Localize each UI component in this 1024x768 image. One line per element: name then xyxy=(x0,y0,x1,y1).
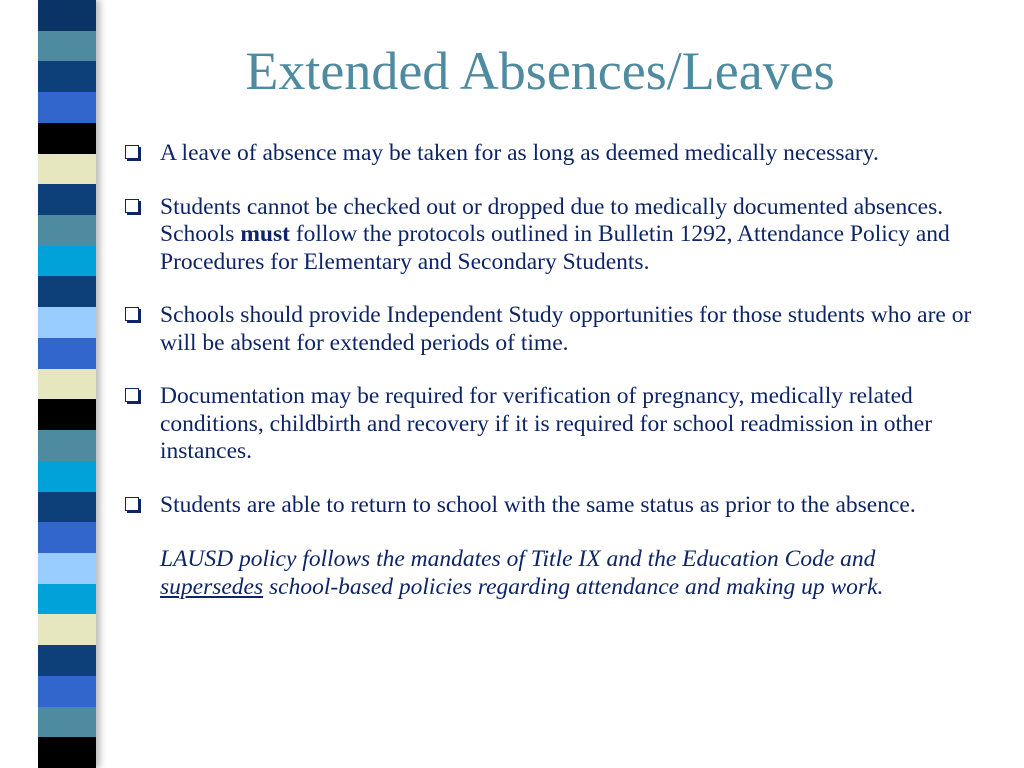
checkbox-bullet-icon xyxy=(125,145,139,159)
stripe-segment xyxy=(38,92,96,123)
stripe-segment xyxy=(38,123,96,154)
stripe-segment xyxy=(38,522,96,553)
stripe-segment xyxy=(38,707,96,738)
stripe-segment xyxy=(38,461,96,492)
bullet-text: Schools should provide Independent Study opportunities for those students who are or will be absent for extended periods of time. xyxy=(160,302,972,356)
bullet-emphasis: must xyxy=(240,221,290,247)
stripe-segment xyxy=(38,430,96,461)
stripe-segment xyxy=(38,676,96,707)
stripe-segment xyxy=(38,614,96,645)
stripe-segment xyxy=(38,276,96,307)
stripe-segment xyxy=(38,31,96,62)
bullet-text: Students are able to return to school with the same status as prior to the absence. xyxy=(160,491,916,518)
note-text-part: school-based policies regarding attendance and making up work. xyxy=(263,573,884,600)
decorative-stripe-bar xyxy=(38,0,96,768)
stripe-segment xyxy=(38,61,96,92)
stripe-segment xyxy=(38,0,96,31)
stripe-segment xyxy=(38,553,96,584)
bullet-item xyxy=(122,140,982,168)
checkbox-bullet-icon xyxy=(125,307,139,321)
bullet-text xyxy=(160,194,982,277)
stripe-segment xyxy=(38,246,96,277)
stripe-segment xyxy=(38,154,96,185)
stripe-segment xyxy=(38,492,96,523)
bullet-item xyxy=(122,302,982,357)
bullet-text: Documentation may be required for verification of pregnancy, medically related conditions, childbirth and recovery if it is required for school readmission in other instances. xyxy=(160,383,933,464)
bullet-item xyxy=(122,383,982,466)
slide-content xyxy=(122,140,982,601)
stripe-segment xyxy=(38,737,96,768)
stripe-segment xyxy=(38,584,96,615)
stripe-segment xyxy=(38,645,96,676)
policy-note xyxy=(160,546,982,601)
checkbox-bullet-icon xyxy=(125,199,139,213)
checkbox-bullet-icon xyxy=(125,388,139,402)
bullet-text: A leave of absence may be taken for as long as deemed medically necessary. xyxy=(160,140,879,166)
bullet-item xyxy=(122,492,982,520)
bullet-item xyxy=(122,194,982,277)
note-text-part: LAUSD policy follows the mandates of Title IX and the Education Code and xyxy=(160,546,876,572)
stripe-segment xyxy=(38,399,96,430)
checkbox-bullet-icon xyxy=(125,497,139,511)
stripe-segment xyxy=(38,338,96,369)
stripe-segment xyxy=(38,369,96,400)
bullet-text-part: Students cannot be checked out or dropped due to medically documented absences. Schools xyxy=(160,193,944,247)
bullet-text-part: follow the protocols outlined in Bulletin 1292, Attendance Policy and Procedures for Elementary and Secondary Students. xyxy=(160,221,950,275)
slide-title: Extended Absences/Leaves xyxy=(245,41,835,101)
note-underlined-word: supersedes xyxy=(160,573,264,600)
stripe-segment xyxy=(38,184,96,215)
stripe-segment xyxy=(38,307,96,338)
stripe-segment xyxy=(38,215,96,246)
